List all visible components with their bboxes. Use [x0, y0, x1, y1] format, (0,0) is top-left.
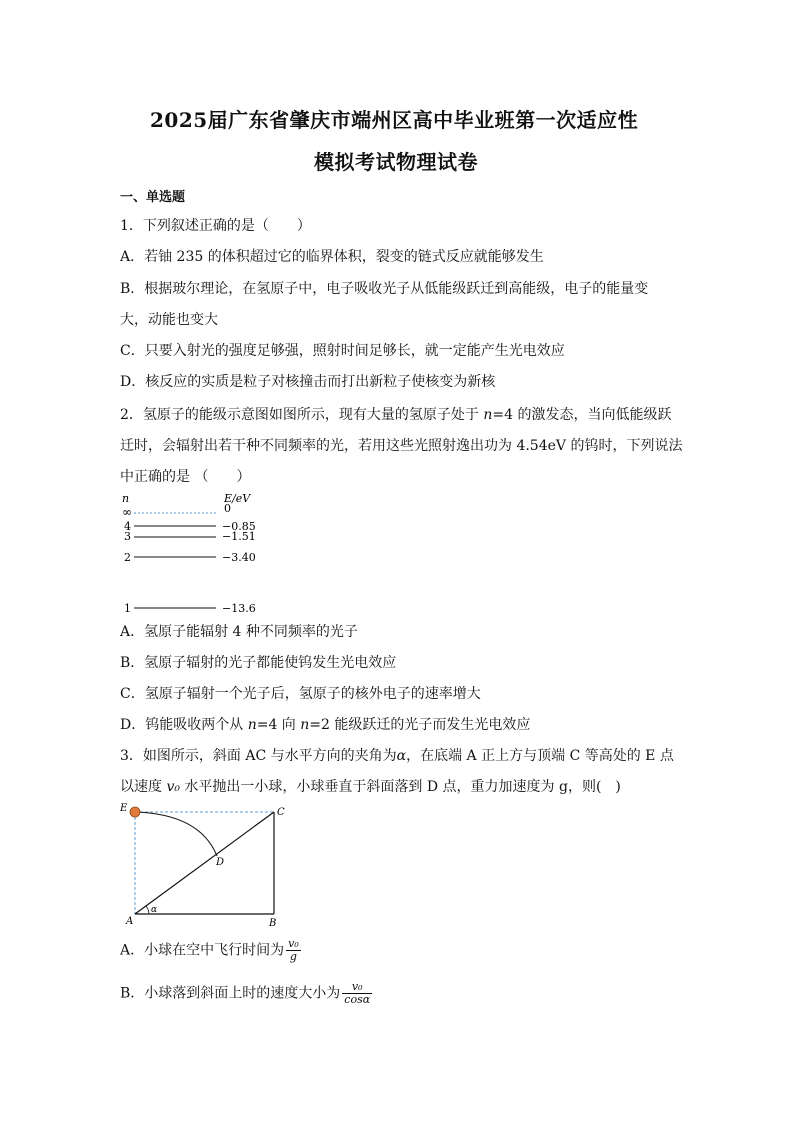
angle-arc [146, 906, 149, 914]
q2-option-a: A．氢原子能辐射 4 种不同频率的光子 [120, 624, 358, 640]
section-heading: 一、单选题 [120, 190, 186, 205]
q2-option-c: C．氢原子辐射一个光子后，氢原子的核外电子的速率增大 [120, 686, 481, 702]
level-e-inf: 0 [224, 502, 231, 515]
q3-stem-line2: 以速度 v₀ 水平抛出一小球，小球垂直于斜面落到 D 点，重力加速度为 g，则( ) [120, 779, 621, 795]
trajectory-arc [135, 812, 217, 856]
level-e-4: −0.85 [222, 520, 256, 533]
label-d: D [216, 857, 225, 868]
q1-stem: 1．下列叙述正确的是（ ） [120, 218, 311, 234]
level-e-3: −1.51 [222, 530, 256, 543]
level-n-2: 2 [124, 551, 131, 564]
axis-n-label: n [122, 492, 130, 505]
incline-figure [118, 800, 288, 932]
level-n-4: 4 [124, 520, 131, 533]
q1-option-b-line2: 大，动能也变大 [120, 312, 218, 328]
q2-option-d: D．钨能吸收两个从 n=4 向 n=2 能级跃迁的光子而发生光电效应 [120, 717, 531, 733]
level-e-1: −13.6 [222, 602, 256, 615]
q2-stem-line1: 2．氢原子的能级示意图如图所示，现有大量的氢原子处于 n=4 的激发态，当向低能级跃 [120, 407, 672, 423]
q2-option-b: B．氢原子辐射的光子都能使钨发生光电效应 [120, 655, 397, 671]
q3-stem-line1: 3．如图所示，斜面 AC 与水平方向的夹角为α，在底端 A 正上方与顶端 C 等高处的 E 点 [120, 748, 674, 764]
q1-option-a: A．若铀 235 的体积超过它的临界体积，裂变的链式反应就能够发生 [120, 249, 544, 265]
level-e-2: −3.40 [222, 551, 256, 564]
label-c: C [277, 807, 285, 818]
level-n-1: 1 [124, 602, 131, 615]
incline-ac [135, 812, 274, 914]
q2-stem-line3: 中正确的是 （ ） [120, 469, 251, 485]
level-n-inf: ∞ [122, 505, 132, 519]
page-title-line1: 2025届广东省肇庆市端州区高中毕业班第一次适应性 [150, 108, 639, 132]
ball-icon [130, 807, 140, 817]
q2-stem-line2: 迁时，会辐射出若干种不同频率的光，若用这些光照射逸出功为 4.54eV 的钨时，下列说法 [120, 438, 683, 454]
label-alpha: α [151, 905, 158, 915]
q3-option-b: B．小球落到斜面上时的速度大小为 $\frac{\text{v₀}}{\cos\alpha}$ [120, 980, 371, 1006]
axis-e-label: E/eV [224, 492, 251, 505]
q1-option-c: C．只要入射光的强度足够强，照射时间足够长，就一定能产生光电效应 [120, 343, 565, 359]
label-b: B [269, 918, 277, 929]
q1-option-d: D．核反应的实质是粒子对核撞击而打出新粒子使核变为新核 [120, 374, 496, 390]
label-a: A [126, 916, 134, 927]
energy-level-diagram [118, 489, 268, 617]
q1-option-b-line1: B．根据玻尔理论，在氢原子中，电子吸收光子从低能级跃迁到高能级，电子的能量变 [120, 281, 649, 297]
label-e: E [120, 803, 128, 814]
fraction-v0-over-cos: $\frac{\text{v₀}}{\cos\alpha}$ [344, 980, 371, 1006]
fraction-v0-over-g: $\frac{\text{v₀}}{g}$ [288, 937, 299, 963]
page-title-line2: 模拟考试物理试卷 [314, 150, 478, 174]
level-n-3: 3 [124, 530, 131, 543]
q3-option-a: A．小球在空中飞行时间为 $\frac{\text{v₀}}{g}$ [120, 937, 299, 963]
